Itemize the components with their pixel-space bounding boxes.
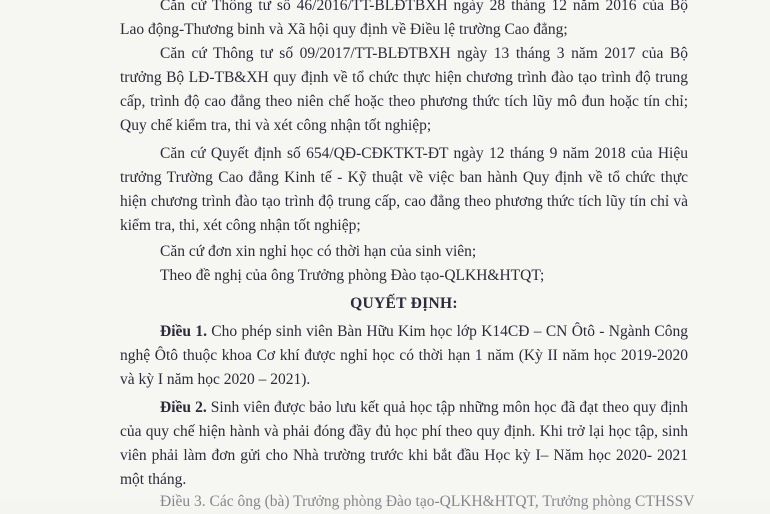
article-1-label: Điều 1.: [160, 323, 207, 340]
decision-heading: QUYẾT ĐỊNH:: [350, 295, 458, 312]
basis-paragraph-1: Căn cứ Thông tư số 46/2016/TT-BLĐTBXH ngày 28 tháng 12 năm 2016 của Bộ Lao động-Thương binh và Xã hội quy định về Điều lệ trường Cao đẳng;: [120, 0, 688, 38]
basis-paragraph-5: Theo đề nghị của ông Trưởng phòng Đào tạo-QLKH&HTQT;: [160, 267, 545, 284]
article-2-label: Điều 2.: [160, 399, 207, 416]
article-2-text: Sinh viên được bảo lưu kết quả học tập những môn học đã đạt theo quy định của quy chế hiện hành và phải đóng đầy đủ học phí theo quy định. Khi trở lại học tập, sinh viên phải làm đơn gửi cho Nhà trường trước khi bắt đầu Học kỳ I– Năm học 2020- 2021 một tháng.: [120, 399, 689, 488]
cut-off-line: Điều 3. Các ông (bà) Trưởng phòng Đào tạo-QLKH&HTQT, Trưởng phòng CTHSSV: [160, 493, 695, 510]
article-2: [120, 396, 688, 492]
basis-paragraph-3: Căn cứ Quyết định số 654/QĐ-CĐKTKT-ĐT ngày 12 tháng 9 năm 2018 của Hiệu trưởng Trường Cao đẳng Kinh tế - Kỹ thuật về việc ban hành Quy định về tổ chức thực hiện chương trình đào tạo trình độ trung cấp, cao đẳng theo phương thức tích lũy tín chỉ và kiểm tra, thi, xét công nhận tốt nghiệp;: [120, 145, 688, 234]
basis-paragraph-2: Căn cứ Thông tư số 09/2017/TT-BLĐTBXH ngày 13 tháng 3 năm 2017 của Bộ trưởng Bộ LĐ-TB&XH quy định về tổ chức thực hiện chương trình đào tạo trình độ trung cấp, trình độ cao đẳng theo niên chế hoặc theo phương thức tích lũy mô đun hoặc tín chỉ; Quy chế kiểm tra, thi và xét công nhận tốt nghiệp;: [120, 45, 688, 134]
basis-paragraph-4: Căn cứ đơn xin nghỉ học có thời hạn của sinh viên;: [160, 243, 477, 260]
article-1-text: Cho phép sinh viên Bàn Hữu Kim học lớp K14CĐ – CN Ôtô - Ngành Công nghệ Ôtô thuộc khoa Cơ khí được nghỉ học có thời hạn 1 năm (Kỳ II năm học 2019-2020 và kỳ I năm học 2020 – 2021).: [120, 323, 688, 388]
article-1: [120, 320, 688, 392]
